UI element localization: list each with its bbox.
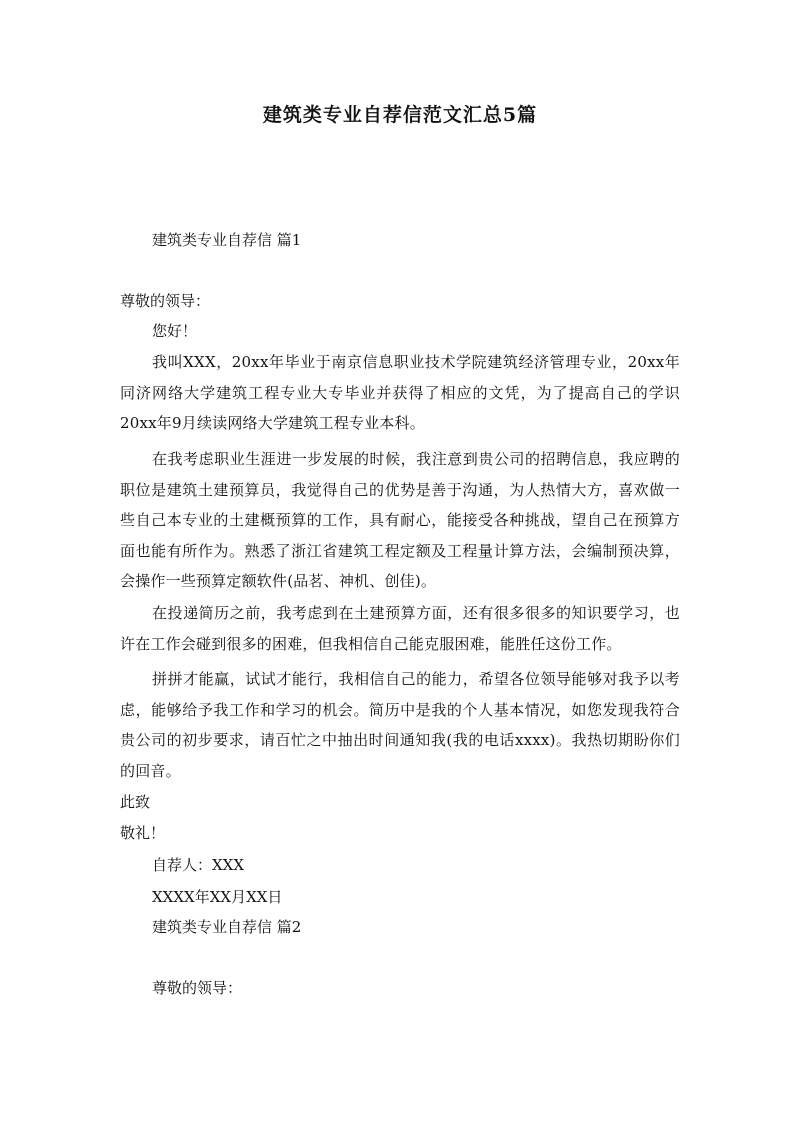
letter1-greeting: 您好！ xyxy=(152,322,198,340)
letter1-paragraph-3: 在投递简历之前，我考虑到在土建预算方面，还有很多很多的知识要学习，也许在工作会碰到很多的困难，但我相信自己能克服困难，能胜任这份工作。 xyxy=(120,604,680,653)
document-title: 建筑类专业自荐信范文汇总5篇 xyxy=(262,104,538,126)
letter2-heading: 建筑类专业自荐信 篇2 xyxy=(152,918,302,936)
letter1-closing-2: 敬礼！ xyxy=(120,824,166,842)
letter1-heading: 建筑类专业自荐信 篇1 xyxy=(152,231,302,249)
letter2-salutation: 尊敬的领导： xyxy=(152,979,243,997)
letter1-paragraph-2: 在我考虑职业生涯进一步发展的时候，我注意到贵公司的招聘信息，我应聘的职位是建筑土建预算员，我觉得自己的优势是善于沟通，为人热情大方，喜欢做一些自己本专业的土建概预算的工作，具有耐心，能接受各种挑战，望自己在预算方面也能有所作为。熟悉了浙江省建筑工程定额及工程量计算方法，会编制预决算，会操作一些预算定额软件(品茗、神机、创佳)。 xyxy=(120,450,680,591)
letter1-paragraph-1: 我叫XXX，20xx年毕业于南京信息职业技术学院建筑经济管理专业，20xx年同济网络大学建筑工程专业大专毕业并获得了相应的文凭，为了提高自己的学识20xx年9月续读网络大学建筑工程专业本科。 xyxy=(120,353,680,433)
letter1-date: XXXX年XX月XX日 xyxy=(152,888,283,906)
letter1-closing-1: 此致 xyxy=(120,793,151,811)
letter1-salutation: 尊敬的领导： xyxy=(120,292,211,310)
letter1-paragraph-4: 拼拼才能赢，试试才能行，我相信自己的能力，希望各位领导能够对我予以考虑，能够给予我工作和学习的机会。简历中是我的个人基本情况，如您发现我符合贵公司的初步要求，请百忙之中抽出时间通知我(我的电话xxxx)。我热切期盼你们的回音。 xyxy=(120,670,680,780)
letter1-signature: 自荐人：XXX xyxy=(152,856,245,874)
